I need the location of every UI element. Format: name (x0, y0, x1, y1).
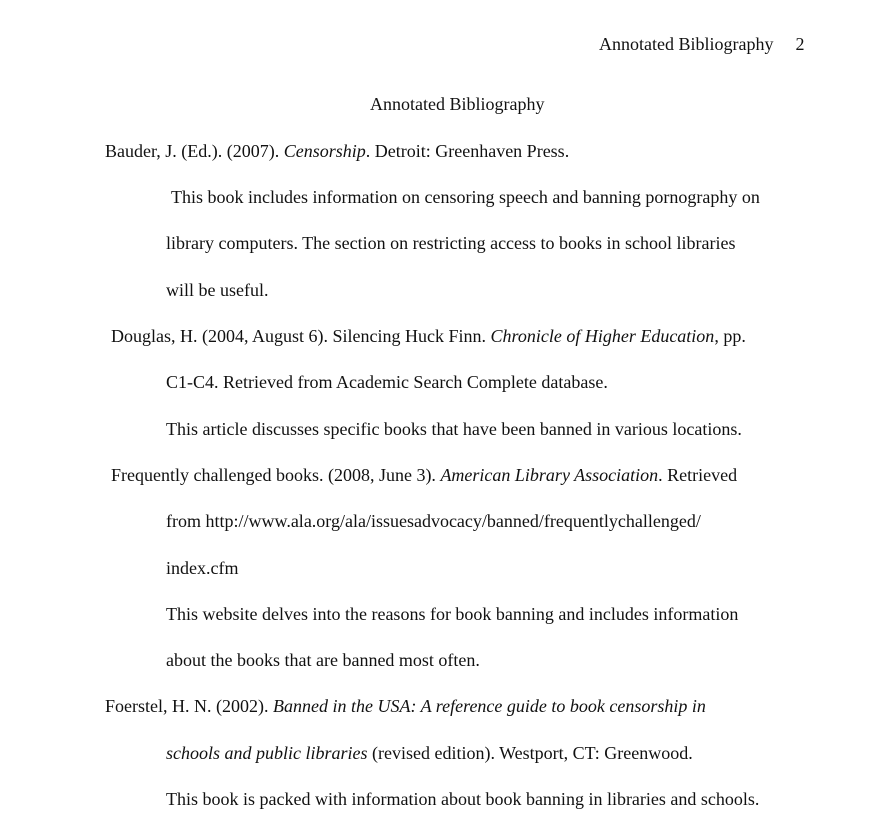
citation-foerstel (105, 695, 706, 717)
running-head (599, 33, 804, 55)
running-head-title: Annotated Bibliography (599, 34, 774, 54)
citation-title: Banned in the USA: A reference guide to book censorship in (272, 696, 706, 716)
citation-text: (revised edition). Westport, CT: Greenwood. (367, 743, 693, 763)
citation-text: , pp. (714, 326, 746, 346)
citation-continuation (166, 742, 693, 764)
citation-text: . Detroit: Greenhaven Press. (365, 141, 570, 161)
citation-title: schools and public libraries (166, 743, 368, 763)
citation-text: . Retrieved (658, 465, 738, 485)
page-number: 2 (795, 34, 805, 54)
citation-ala (111, 464, 737, 486)
annotation-line: This book is packed with information about book banning in libraries and schools. (166, 789, 760, 809)
annotation-line: library computers. The section on restricting access to books in school libraries (166, 233, 736, 253)
citation-continuation: index.cfm (166, 558, 239, 578)
annotation-line: This book includes information on censoring speech and banning pornography on (171, 187, 760, 207)
annotation-line: will be useful. (166, 280, 269, 300)
citation-title: Censorship (283, 141, 366, 161)
citation-douglas (111, 325, 746, 347)
annotation-line: This website delves into the reasons for book banning and includes information (166, 604, 739, 624)
citation-text: Frequently challenged books. (2008, June 3). (111, 465, 441, 485)
citation-bauder (105, 140, 569, 162)
annotation-line: about the books that are banned most often. (166, 650, 480, 670)
citation-text: Bauder, J. (Ed.). (2007). (105, 141, 284, 161)
citation-continuation: from http://www.ala.org/ala/issuesadvocacy/banned/frequentlychallenged/ (166, 511, 701, 531)
citation-title: Chronicle of Higher Education (490, 326, 715, 346)
citation-text: Foerstel, H. N. (2002). (105, 696, 273, 716)
page-title: Annotated Bibliography (370, 94, 545, 114)
citation-continuation: C1-C4. Retrieved from Academic Search Complete database. (166, 372, 608, 392)
citation-title: American Library Association (440, 465, 659, 485)
citation-text: Douglas, H. (2004, August 6). Silencing Huck Finn. (111, 326, 491, 346)
annotation-line: This article discusses specific books that have been banned in various locations. (166, 419, 742, 439)
